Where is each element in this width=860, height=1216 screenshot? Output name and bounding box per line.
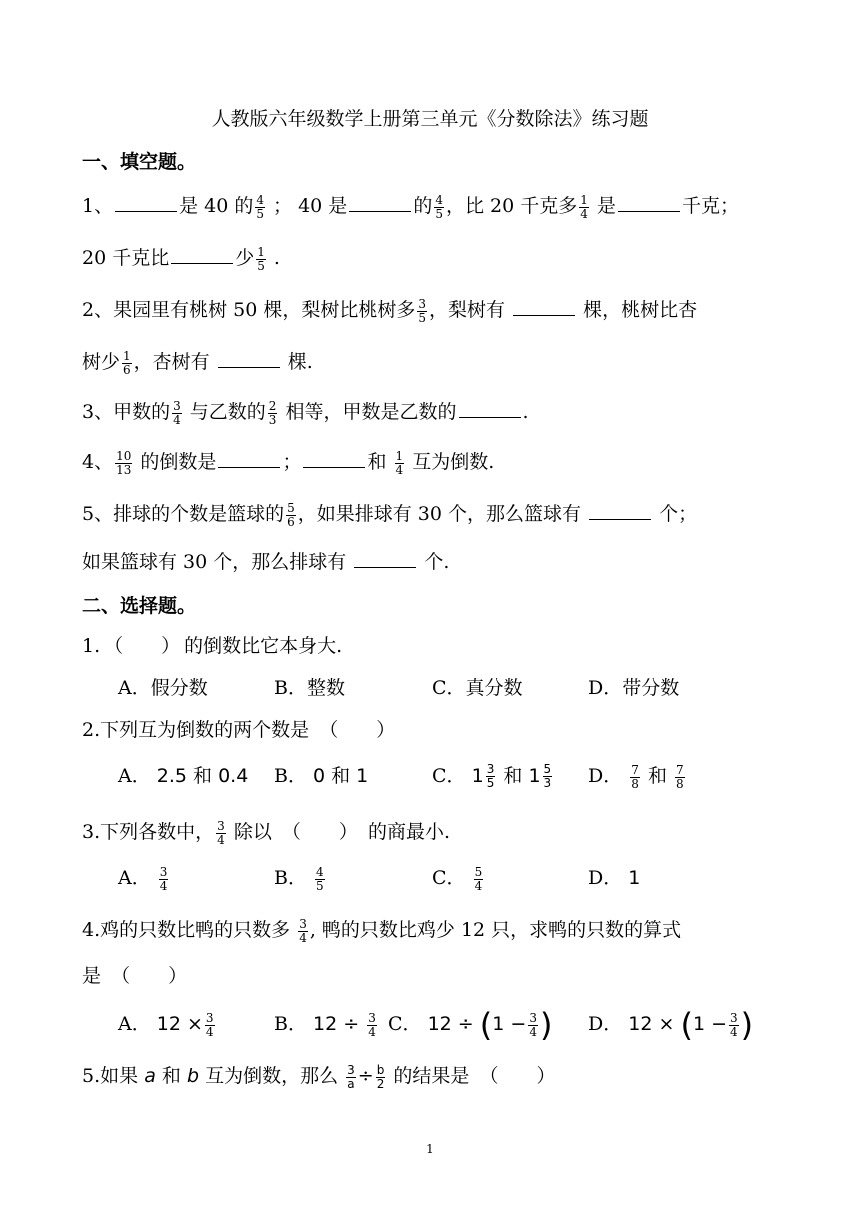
q-text: ，如果排球有 30 个，那么篮球有 xyxy=(297,503,581,525)
q-text: ； xyxy=(282,451,302,473)
fraction: $\frac{1}{4}$ xyxy=(580,192,588,221)
option-b[interactable]: B． 12 ÷ $\frac{3}{4}$ xyxy=(274,1010,376,1039)
q-text: 1、 xyxy=(82,195,114,217)
fraction: $\frac{4}{5}$ xyxy=(435,192,443,221)
q-text: ，比 20 千克多 xyxy=(445,195,578,217)
option-c[interactable]: C． 1 $\frac{3}{5}$ 和 1 $\frac{5}{3}$ xyxy=(432,761,552,790)
answer-parens[interactable]: （ ） xyxy=(104,635,181,657)
q-text: 除以 xyxy=(233,821,272,843)
q-text: ，梨树有 xyxy=(429,299,506,321)
q-text: 4、 xyxy=(82,451,114,473)
answer-blank[interactable] xyxy=(589,501,651,520)
fraction: $\frac{3}{4}$ xyxy=(217,818,225,847)
choice-question-4-line2 xyxy=(82,962,800,990)
q-text: 互为倒数. xyxy=(412,451,495,473)
fraction: $\frac{3}{4}$ xyxy=(299,916,307,945)
q-text: 的倒数是 xyxy=(140,451,217,473)
q-text: 5、排球的个数是篮球的 xyxy=(82,503,285,525)
answer-parens[interactable]: （ ） xyxy=(281,821,358,843)
q-text: 1. xyxy=(82,635,101,657)
option-b[interactable]: B． 0 和 1 xyxy=(274,765,369,787)
fill-question-3 xyxy=(82,398,800,427)
fraction: $\frac{10}{13}$ xyxy=(116,448,132,477)
q-text: 少 xyxy=(235,247,255,269)
q-text: 互为倒数，那么 xyxy=(205,1065,339,1087)
q-text: . xyxy=(522,401,529,423)
q-text: 的结果是 xyxy=(393,1065,470,1087)
option-b[interactable]: B．整数 xyxy=(274,677,345,699)
q-text: 和 xyxy=(161,1065,181,1087)
choice-question-2 xyxy=(82,716,800,744)
q-text: 树少 xyxy=(82,351,121,373)
q-text: ； 40 是 xyxy=(273,195,348,217)
option-c[interactable]: C． $\frac{5}{4}$ xyxy=(432,864,483,893)
q-text: 是 xyxy=(596,195,616,217)
fraction: $\frac{1}{4}$ xyxy=(395,448,404,477)
answer-parens[interactable]: （ ） xyxy=(319,719,396,741)
q-text: 与乙数的 xyxy=(189,401,266,423)
q-text: 是 xyxy=(82,965,102,987)
fraction: $\frac{3}{5}$ xyxy=(418,296,426,325)
fraction: $\frac{1}{5}$ xyxy=(257,244,265,273)
choice-question-1 xyxy=(82,632,800,660)
q-text: 4.鸡的只数比鸭的只数多 xyxy=(82,919,291,941)
page-title: 人教版六年级数学上册第三单元《分数除法》练习题 xyxy=(211,108,649,130)
answer-blank[interactable] xyxy=(513,297,575,316)
fill-question-1-line2 xyxy=(82,244,800,273)
answer-blank[interactable] xyxy=(354,549,416,568)
option-c[interactable]: C． 12 ÷ (1 − $\frac{3}{4}$ ) xyxy=(388,1006,553,1044)
q-text: 3.下列各数中， xyxy=(82,821,215,843)
option-a[interactable]: A． $\frac{3}{4}$ xyxy=(118,864,168,893)
answer-blank[interactable] xyxy=(218,349,280,368)
q-text: 个. xyxy=(424,551,450,573)
q-text: 2、果园里有桃树 50 棵，梨树比桃树多 xyxy=(82,299,416,321)
option-d[interactable]: D． 1 xyxy=(588,867,641,889)
option-c[interactable]: C．真分数 xyxy=(432,677,523,699)
option-d[interactable]: D．带分数 xyxy=(588,677,680,699)
fraction: $\frac{4}{5}$ xyxy=(256,192,264,221)
fraction: $\frac{3}{a}$ xyxy=(347,1062,355,1091)
variable-a: a xyxy=(144,1065,156,1087)
q-text: 5.如果 xyxy=(82,1065,139,1087)
q-text: 的 xyxy=(413,195,433,217)
answer-blank[interactable] xyxy=(115,193,177,212)
q-text: . xyxy=(273,247,280,269)
fill-question-2 xyxy=(82,296,800,325)
option-a[interactable]: A．假分数 xyxy=(118,677,208,699)
option-d[interactable]: D． $\frac{7}{8}$ 和 $\frac{7}{8}$ xyxy=(588,762,684,791)
fraction: $\frac{b}{2}$ xyxy=(376,1062,385,1091)
answer-parens[interactable]: （ ） xyxy=(111,965,188,987)
fraction: $\frac{1}{6}$ xyxy=(123,348,131,377)
answer-blank[interactable] xyxy=(459,399,521,418)
option-b[interactable]: B． $\frac{4}{5}$ xyxy=(274,864,324,893)
q-text: 棵. xyxy=(287,351,313,373)
q-text: ，杏树有 xyxy=(133,351,210,373)
option-a[interactable]: A． 12 × $\frac{3}{4}$ xyxy=(118,1010,214,1039)
variable-b: b xyxy=(186,1065,200,1087)
section-heading-fill: 一、填空题。 xyxy=(82,151,197,173)
fraction: $\frac{3}{4}$ xyxy=(173,398,181,427)
q-text: , 鸭的只数比鸡少 12 只，求鸭的只数的算式 xyxy=(309,919,682,941)
option-d[interactable]: D． 12 × (1 − $\frac{3}{4}$ ) xyxy=(588,1006,754,1044)
fill-question-2-line2 xyxy=(82,348,800,377)
fraction: $\frac{2}{3}$ xyxy=(268,398,277,427)
q-text: 2.下列互为倒数的两个数是 xyxy=(82,719,310,741)
q-text: 的商最小. xyxy=(367,821,450,843)
q-text: 3、甲数的 xyxy=(82,401,171,423)
q-text: 20 千克比 xyxy=(82,247,170,269)
fill-question-1 xyxy=(82,192,800,221)
q-text: 棵，桃树比杏 xyxy=(583,299,698,321)
answer-blank[interactable] xyxy=(349,193,411,212)
section-heading-choice: 二、选择题。 xyxy=(82,595,197,617)
answer-blank[interactable] xyxy=(303,449,365,468)
fill-question-4 xyxy=(82,448,800,477)
q-text: 如果篮球有 30 个，那么排球有 xyxy=(82,551,347,573)
answer-blank[interactable] xyxy=(218,449,280,468)
q-text: 的倒数比它本身大. xyxy=(184,635,343,657)
answer-blank[interactable] xyxy=(618,193,680,212)
fill-question-5-line2 xyxy=(82,548,800,576)
q-text: 个； xyxy=(659,503,698,525)
choice-question-3 xyxy=(82,818,800,847)
option-a[interactable]: A． 2.5 和 0.4 xyxy=(118,765,249,787)
answer-blank[interactable] xyxy=(171,245,233,264)
fraction: $\frac{5}{6}$ xyxy=(287,500,295,529)
choice-question-4 xyxy=(82,916,800,945)
q-text: 是 40 的 xyxy=(179,195,254,217)
choice-question-5: 5.如果 a 和 b 互为倒数，那么 $\frac{3}{a}$ ÷ $\frac{b}{2}$ 的结果是 （ ） xyxy=(82,1062,556,1091)
q-text: 和 xyxy=(367,451,387,473)
q-text: 相等，甲数是乙数的 xyxy=(285,401,457,423)
fill-question-5 xyxy=(82,500,800,529)
q-text: 千克； xyxy=(681,195,739,217)
answer-parens[interactable]: （ ） xyxy=(479,1065,556,1087)
page-number: 1 xyxy=(426,1142,434,1156)
